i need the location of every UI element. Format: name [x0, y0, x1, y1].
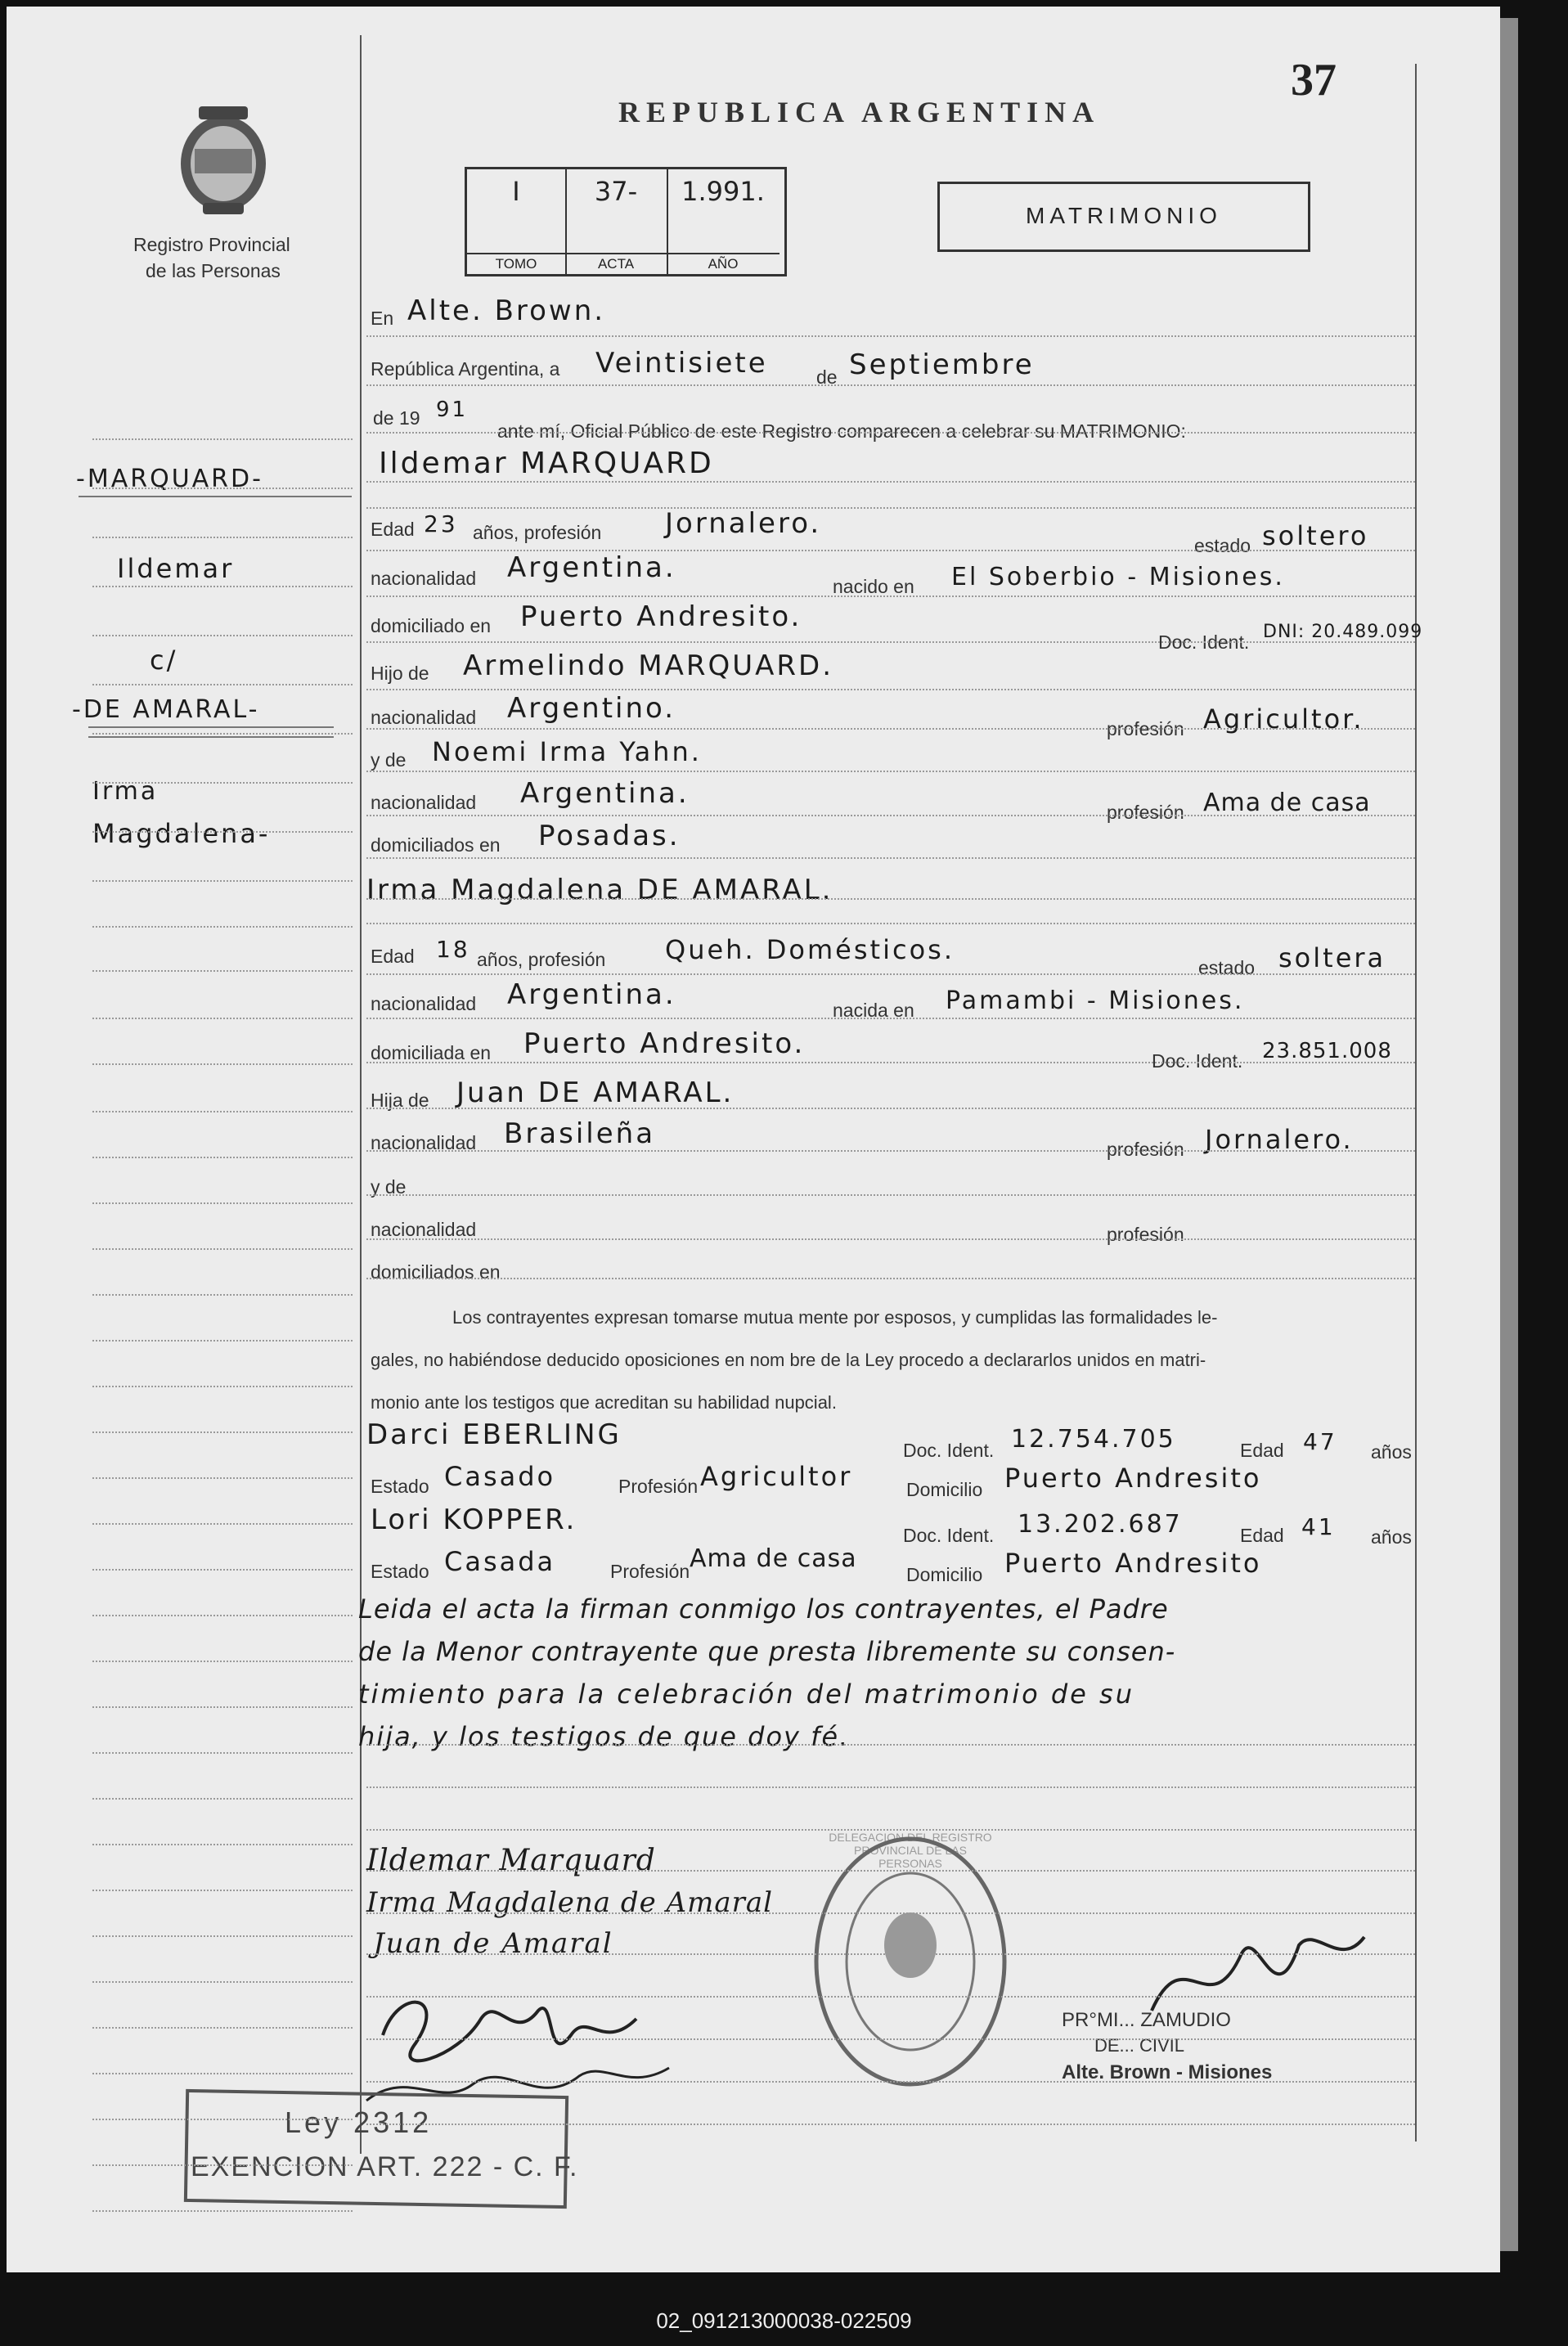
- month-value: Septiembre: [849, 348, 1035, 381]
- body-rule-line: [366, 1018, 1415, 1019]
- body-rule-line: [366, 481, 1415, 483]
- label-domiciliado: domiciliado en: [371, 615, 492, 636]
- margin-dotted-line: [92, 782, 353, 784]
- witness2-prof: Ama de casa: [690, 1544, 857, 1573]
- body-rule-line: [366, 898, 1415, 900]
- body-rule-line: [366, 335, 1415, 337]
- label-domiciliada: domiciliada en: [371, 1042, 492, 1063]
- groom-profesion: Jornalero.: [665, 507, 822, 540]
- margin-dotted-line: [92, 733, 353, 735]
- body-rule-line: [366, 1062, 1415, 1063]
- margin-dotted-line: [92, 1569, 353, 1571]
- margin-dotted-line: [92, 1523, 353, 1525]
- bride-nacionalidad: Argentina.: [507, 978, 676, 1011]
- witness1-doc: 12.754.705: [1011, 1425, 1176, 1454]
- label-estado: estado: [1194, 535, 1251, 556]
- label-w2-anos: años: [1371, 1526, 1412, 1548]
- body-rule-line: [366, 595, 1415, 597]
- closing-line-2: de la Menor contrayente que presta libremente su consen-: [358, 1636, 1176, 1667]
- margin-name-1: Ildemar: [117, 553, 235, 584]
- year-value: 91: [436, 398, 469, 422]
- body-rule-line: [366, 432, 1415, 434]
- label-domiciliados: domiciliados en: [371, 834, 501, 856]
- bride-father: Juan DE AMARAL.: [456, 1076, 735, 1109]
- margin-dotted-line: [92, 1981, 353, 1983]
- margin-dotted-line: [92, 1477, 353, 1479]
- label-nacionalidad-3: nacionalidad: [371, 792, 477, 813]
- margin-dotted-line: [92, 1798, 353, 1800]
- body-rule-line: [366, 384, 1415, 386]
- margin-surname-2: -DE AMARAL-: [72, 695, 260, 724]
- label-estado-b: estado: [1198, 957, 1256, 978]
- label-profesion-b2: profesión: [1107, 1224, 1184, 1245]
- label-hija: Hija de: [371, 1090, 429, 1111]
- body-rule-line: [366, 1870, 1415, 1872]
- registry-line-1: Registro Provincial: [133, 234, 290, 255]
- closing-line-3: timiento para la celebración del matrimonio de su: [358, 1679, 1134, 1710]
- margin-dotted-line: [92, 1157, 353, 1158]
- acta-label: ACTA: [565, 253, 667, 272]
- margin-dotted-line: [92, 488, 353, 489]
- margin-dotted-line: [92, 1063, 353, 1065]
- body-rule-line: [366, 550, 1415, 551]
- seal-text: DELEGACION DEL REGISTRO PROVINCIAL DE LAS PERSONAS: [829, 1831, 992, 1870]
- ano-label: AÑO: [667, 253, 780, 272]
- label-y-de: y de: [371, 749, 407, 771]
- label-w1-estado: Estado: [371, 1476, 429, 1497]
- margin-dotted-line: [92, 586, 353, 587]
- body-rule-line: [366, 973, 1415, 975]
- body-rule-line: [366, 771, 1415, 772]
- label-en: En: [371, 308, 394, 329]
- groom-nacido: El Soberbio - Misiones.: [951, 563, 1285, 591]
- bride-name: Irma Magdalena DE AMARAL.: [366, 874, 833, 906]
- witness2-estado: Casada: [444, 1546, 556, 1577]
- margin-divider: [360, 35, 362, 2154]
- margin-dotted-line: [92, 1386, 353, 1387]
- groom-doc: DNI: 20.489.099: [1263, 622, 1423, 642]
- margin-dotted-line: [92, 2027, 353, 2029]
- body-rule-line: [366, 815, 1415, 816]
- margin-dotted-line: [92, 1661, 353, 1662]
- exemption-line-1: Ley 2312: [285, 2106, 433, 2139]
- margin-dotted-line: [92, 1890, 353, 1891]
- body-rule-line: [366, 1953, 1415, 1955]
- witness2-name: Lori KOPPER.: [371, 1503, 577, 1536]
- signature-bride: Irma Magdalena de Amaral: [366, 1886, 774, 1919]
- witness1-name: Darci EBERLING: [366, 1418, 622, 1451]
- body-rule-line: [366, 641, 1415, 643]
- groom-mother-nac: Argentina.: [520, 777, 690, 810]
- officer-stamp-line-1: PR°MI... ZAMUDIO: [1062, 2009, 1231, 2031]
- margin-dotted-line: [92, 1844, 353, 1845]
- ano-value: 1.991.: [681, 176, 765, 207]
- body-rule-line: [366, 1150, 1415, 1152]
- place-value: Alte. Brown.: [407, 294, 606, 327]
- label-ante: ante mí, Oficial Público de este Registro comparecen a celebrar su MATRIMONIO:: [497, 420, 1186, 442]
- label-w2-estado: Estado: [371, 1561, 429, 1582]
- declaration-line-1: Los contrayentes expresan tomarse mutua mente por esposos, y cumplidas las formalidades le-: [452, 1307, 1218, 1328]
- margin-dotted-line: [92, 880, 353, 882]
- groom-father-nac: Argentino.: [507, 692, 676, 725]
- bride-domicilio: Puerto Andresito.: [523, 1027, 806, 1060]
- label-republica: República Argentina, a: [371, 358, 560, 380]
- label-w1-dom: Domicilio: [906, 1479, 983, 1500]
- body-rule-line: [366, 923, 1415, 924]
- body-rule-line: [366, 857, 1415, 859]
- document-page: [7, 7, 1500, 2272]
- label-anos-b: años, profesión: [477, 949, 606, 970]
- margin-dotted-line: [92, 438, 353, 440]
- groom-domicilio: Puerto Andresito.: [520, 600, 802, 633]
- label-nacionalidad-2: nacionalidad: [371, 707, 477, 728]
- groom-edad: 23: [424, 510, 458, 537]
- body-rule-line: [366, 1194, 1415, 1196]
- label-w2-doc: Doc. Ident.: [903, 1525, 995, 1546]
- label-w2-edad: Edad: [1240, 1525, 1284, 1546]
- label-profesion: profesión: [1107, 718, 1184, 739]
- label-doc-b: Doc. Ident.: [1152, 1050, 1243, 1072]
- body-rule-line: [366, 1108, 1415, 1109]
- label-profesion-2: profesión: [1107, 802, 1184, 823]
- body-rule-line: [366, 1238, 1415, 1240]
- body-rule-line: [366, 728, 1415, 730]
- doc-type: MATRIMONIO: [1026, 203, 1222, 228]
- signature-groom: Ildemar Marquard: [366, 1844, 656, 1877]
- groom-parents-dom: Posadas.: [538, 820, 681, 852]
- officer-stamp-line-2: DE... CIVIL: [1094, 2035, 1185, 2056]
- margin-dotted-line: [92, 1935, 353, 1937]
- label-nacida: nacida en: [833, 1000, 914, 1021]
- margin-dotted-line: [92, 831, 353, 833]
- margin-dotted-line: [92, 1111, 353, 1112]
- book-spine: [1500, 18, 1518, 2251]
- witness2-edad: 41: [1301, 1513, 1336, 1540]
- margin-dotted-line: [92, 1752, 353, 1754]
- witness2-dom: Puerto Andresito: [1004, 1548, 1262, 1579]
- tomo-label: TOMO: [467, 253, 565, 272]
- label-nacionalidad-b3: nacionalidad: [371, 1219, 477, 1240]
- body-rule-line: [366, 2124, 1415, 2125]
- bride-father-prof: Jornalero.: [1205, 1124, 1354, 1155]
- coat-of-arms-icon: [170, 98, 276, 221]
- label-doc: Doc. Ident.: [1158, 631, 1250, 653]
- label-w1-prof: Profesión: [618, 1476, 699, 1497]
- closing-line-4: hija, y los testigos de que doy fé.: [358, 1721, 850, 1752]
- declaration-line-3: monio ante los testigos que acreditan su habilidad nupcial.: [371, 1392, 837, 1413]
- margin-dotted-line: [92, 2119, 353, 2120]
- label-de: de: [816, 366, 838, 388]
- margin-dotted-line: [92, 2073, 353, 2074]
- bride-estado: soltera: [1278, 942, 1386, 973]
- body-rule-line: [366, 1996, 1415, 1998]
- margin-dotted-line: [92, 2210, 353, 2212]
- margin-dotted-line: [92, 926, 353, 928]
- margin-dotted-line: [92, 1431, 353, 1433]
- margin-dotted-line: [92, 684, 353, 685]
- margin-dotted-line: [92, 635, 353, 636]
- margin-connector: c/: [150, 645, 178, 676]
- witness1-dom: Puerto Andresito: [1004, 1463, 1262, 1494]
- margin-dotted-line: [92, 1615, 353, 1616]
- margin-dotted-line: [92, 1018, 353, 1019]
- label-w2-dom: Domicilio: [906, 1564, 983, 1585]
- body-rule-line: [366, 689, 1415, 690]
- groom-name: Ildemar MARQUARD: [379, 447, 714, 480]
- signature-father: Juan de Amaral: [373, 1927, 613, 1960]
- tomo-value: I: [512, 176, 520, 207]
- label-w1-anos: años: [1371, 1441, 1412, 1463]
- margin-name-2a: Irma: [92, 777, 159, 806]
- label-hijo: Hijo de: [371, 663, 429, 684]
- label-nacionalidad: nacionalidad: [371, 568, 477, 589]
- body-rule-line: [366, 1912, 1415, 1914]
- label-w1-edad: Edad: [1240, 1440, 1284, 1461]
- margin-dotted-line: [92, 1202, 353, 1204]
- label-edad-b: Edad: [371, 946, 415, 967]
- groom-father-prof: Agricultor.: [1203, 703, 1364, 735]
- label-nacido: nacido en: [833, 576, 914, 597]
- witness1-prof: Agricultor: [700, 1461, 853, 1492]
- body-rule-line: [366, 1829, 1415, 1831]
- declaration-line-2: gales, no habiéndose deducido oposiciones en nom bre de la Ley procedo a declararlos unidos en matri-: [371, 1350, 1206, 1370]
- acta-value: 37-: [594, 176, 638, 207]
- label-anos: años, profesión: [473, 522, 602, 543]
- closing-line-1: Leida el acta la firman conmigo los contrayentes, el Padre: [358, 1593, 1169, 1625]
- witness1-estado: Casado: [444, 1461, 556, 1492]
- body-rule-line: [366, 1786, 1415, 1788]
- label-w1-doc: Doc. Ident.: [903, 1440, 995, 1461]
- body-rule-line: [366, 1744, 1415, 1746]
- bride-nacida: Pamambi - Misiones.: [946, 986, 1245, 1015]
- registry-line-2: de las Personas: [146, 260, 281, 281]
- bride-profesion: Queh. Domésticos.: [665, 934, 955, 965]
- margin-dotted-line: [92, 2164, 353, 2166]
- witness1-edad: 47: [1303, 1428, 1337, 1455]
- witness2-doc: 13.202.687: [1018, 1510, 1183, 1539]
- right-border: [1415, 64, 1417, 2142]
- groom-father: Armelindo MARQUARD.: [463, 649, 834, 682]
- groom-mother-prof: Ama de casa: [1203, 789, 1371, 817]
- day-value: Veintisiete: [595, 347, 768, 380]
- label-nacionalidad-b2: nacionalidad: [371, 1132, 477, 1153]
- body-rule-line: [366, 507, 1415, 509]
- margin-dotted-line: [92, 1248, 353, 1250]
- exemption-line-2: EXENCION ART. 222 - C. F.: [191, 2151, 579, 2182]
- label-nacionalidad-b: nacionalidad: [371, 993, 477, 1014]
- margin-dotted-line: [92, 537, 353, 538]
- body-rule-line: [366, 2038, 1415, 2040]
- record-box: [465, 167, 787, 276]
- margin-dotted-line: [92, 1340, 353, 1342]
- bride-doc: 23.851.008: [1262, 1039, 1392, 1063]
- groom-mother: Noemi Irma Yahn.: [432, 736, 702, 767]
- bride-father-nac: Brasileña: [504, 1117, 656, 1150]
- body-rule-line: [366, 1278, 1415, 1279]
- margin-dotted-line: [92, 1706, 353, 1708]
- label-profesion-b: profesión: [1107, 1139, 1184, 1160]
- officer-stamp-line-3: Alte. Brown - Misiones: [1062, 2061, 1273, 2083]
- label-edad: Edad: [371, 519, 415, 540]
- label-de-19: de 19: [373, 407, 420, 429]
- margin-dotted-line: [92, 970, 353, 972]
- margin-name-2b: Magdalena-: [92, 818, 271, 849]
- bride-edad: 18: [436, 936, 470, 963]
- country-title: REPUBLICA ARGENTINA: [618, 96, 1101, 128]
- groom-estado: soltero: [1262, 520, 1369, 551]
- label-domiciliados-b: domiciliados en: [371, 1261, 501, 1283]
- margin-dotted-line: [92, 1294, 353, 1296]
- margin-surname-1: -MARQUARD-: [76, 465, 263, 493]
- label-w2-prof: Profesión: [610, 1561, 690, 1582]
- label-y-de-b: y de: [371, 1176, 407, 1198]
- footer-code: 02_091213000038-022509: [656, 2308, 912, 2333]
- body-rule-line: [366, 2081, 1415, 2083]
- page-number: 37: [1291, 55, 1337, 106]
- groom-nacionalidad: Argentina.: [507, 551, 676, 584]
